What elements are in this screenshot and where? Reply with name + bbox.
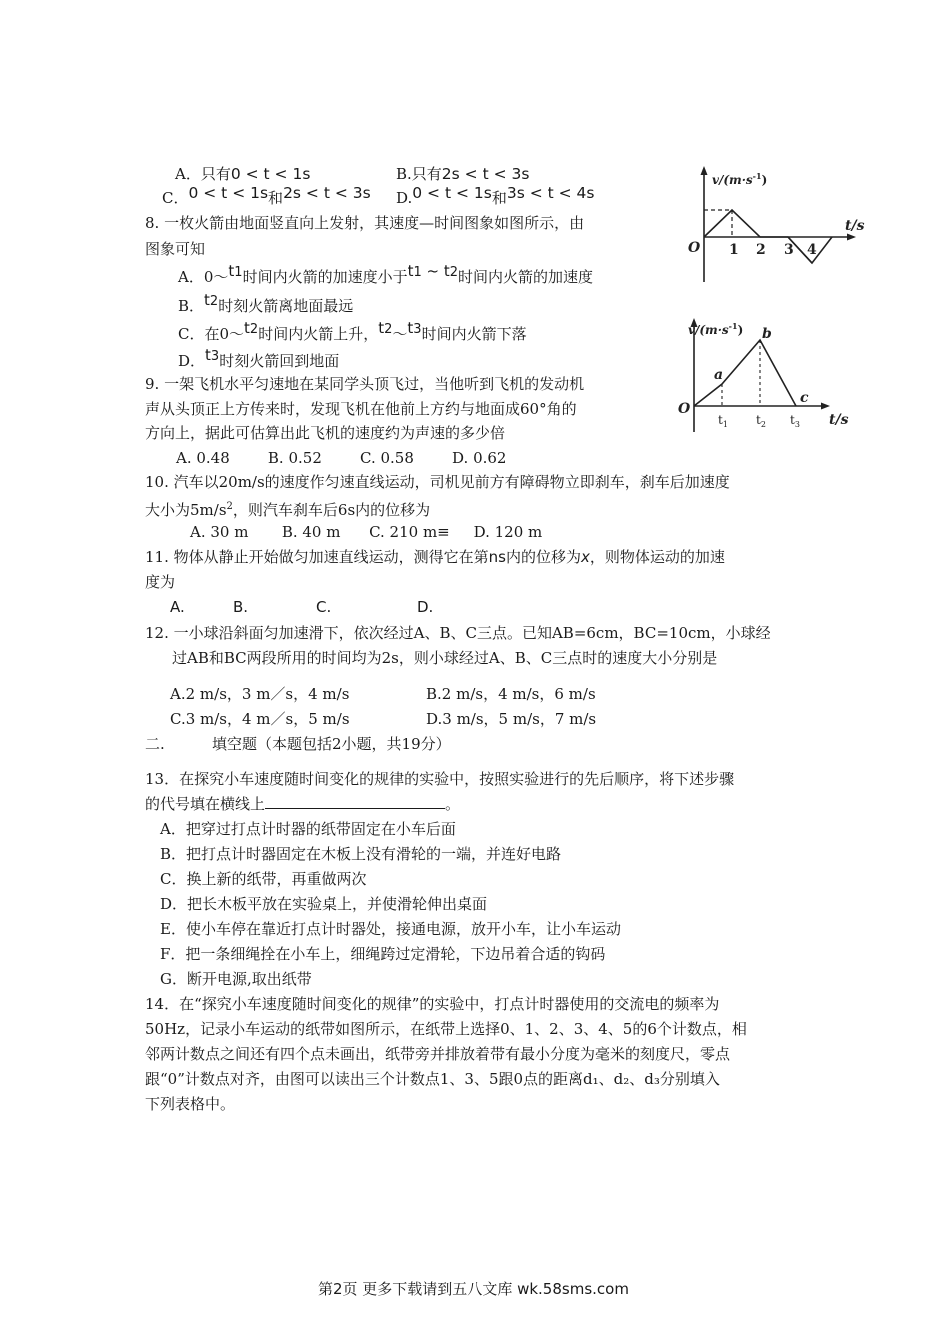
fig2-point-c-label: c: [800, 390, 809, 406]
q9-stem-line1: 9. 一架飞机水平匀速地在某同学头顶飞过，当他听到飞机的发动机: [145, 375, 585, 393]
q14-stem-line1: 14．在“探究小车速度随时间变化的规律”的实验中，打点计时器使用的交流电的频率为: [145, 995, 720, 1013]
q7-option-a: A．只有0 < t < 1s: [175, 165, 311, 183]
q7-velocity-time-graph: [682, 160, 882, 288]
fig2-tick-t3: $t_3$: [790, 413, 800, 429]
fig2-velocity-line: [694, 340, 796, 406]
q9-stem-line2: 声从头顶正上方传来时，发现飞机在他前上方约与地面成60°角的: [145, 400, 577, 418]
q13-stem-line2: 的代号填在横线上 。: [145, 795, 461, 813]
q8-option-c: C．在0～t2时间内火箭上升，t2～t3时间内火箭下落: [178, 319, 527, 343]
q7-option-c: C．0 < t < 1s和2s < t < 3s: [162, 184, 371, 207]
q11-option-c: C.: [316, 598, 332, 616]
q11-option-d: D.: [417, 598, 434, 616]
fig1-tick-2: 2: [756, 242, 766, 258]
fig2-x-label: t/s: [829, 412, 849, 428]
q14-stem-line2: 50Hz，记录小车运动的纸带如图所示，在纸带上选择0、1、2、3、4、5的6个计数点，相: [145, 1020, 747, 1038]
q14-stem-line3: 邻两计数点之间还有四个点未画出，纸带旁并排放着带有最小分度为毫米的刻度尺，零点: [145, 1045, 731, 1063]
fig1-y-arrow: [701, 166, 708, 175]
q13-step-a: A．把穿过打点计时器的纸带固定在小车后面: [160, 820, 456, 838]
fig1-tick-3: 3: [784, 242, 794, 258]
fig1-x-label: t/s: [845, 218, 865, 234]
q10-options: A. 30 m B. 40 m C. 210 m≡ D. 120 m: [190, 523, 543, 541]
q8-option-a: A．0～t1时间内火箭的加速度小于t1 ~ t2时间内火箭的加速度: [178, 262, 594, 286]
q11-option-b: B.: [233, 598, 249, 616]
q8-option-b: B．t2时刻火箭离地面最远: [178, 291, 354, 315]
q12-option-a: A.2 m/s，3 m／s，4 m/s: [170, 685, 350, 703]
q13-step-e: E．使小车停在靠近打点计时器处，接通电源，放开小车，让小车运动: [160, 920, 621, 938]
q12-stem-line1: 12. 一小球沿斜面匀加速滑下，依次经过A、B、C三点。已知AB=6cm，BC=10cm，小球经: [145, 624, 771, 642]
fig1-x-arrow: [847, 234, 856, 241]
section2-title: 填空题（本题包括2小题，共19分）: [212, 735, 451, 753]
fig2-point-b-label: b: [762, 326, 772, 342]
q11-stem-line1: 11. 物体从静止开始做匀加速直线运动，测得它在第ns内的位移为x，则物体运动的加速: [145, 548, 725, 566]
fig2-tick-t2: $t_2$: [756, 413, 766, 429]
q10-stem-line2: 大小为$5m/s^2$，则汽车刹车后6s内的位移为: [145, 501, 431, 519]
q11-stem-line2: 度为: [145, 573, 176, 591]
fig2-y-label: $v/(m\cdot s^{-1})$: [688, 321, 744, 337]
q8-velocity-time-graph: [676, 312, 876, 442]
q13-step-b: B．把打点计时器固定在木板上没有滑轮的一端，并连好电路: [160, 845, 562, 863]
q9-stem-line3: 方向上，据此可估算出此飞机的速度约为声速的多少倍: [145, 424, 506, 442]
q10-stem-line1: 10. 汽车以20m/s的速度作匀速直线运动，司机见前方有障碍物立即刹车，刹车后加速度: [145, 473, 730, 491]
q12-option-b: B.2 m/s，4 m/s，6 m/s: [426, 685, 596, 703]
q12-option-c: C.3 m/s，4 m／s，5 m/s: [170, 710, 350, 728]
q13-stem-line1: 13．在探究小车速度随时间变化的规律的实验中，按照实验进行的先后顺序，将下述步骤: [145, 770, 735, 788]
q14-stem-line5: 下列表格中。: [145, 1095, 236, 1113]
q8-stem-line1: 8. 一枚火箭由地面竖直向上发射，其速度—时间图象如图所示，由: [145, 214, 585, 232]
fig2-x-arrow: [821, 403, 830, 410]
q13-step-g: G．断开电源,取出纸带: [160, 970, 312, 988]
q11-option-a: A.: [170, 598, 185, 616]
q8-stem-line2: 图象可知: [145, 240, 206, 258]
q7-option-b: B.只有2s < t < 3s: [396, 165, 530, 183]
fig1-y-label: $v/(m\cdot s^{-1})$: [712, 171, 768, 187]
section2-number: 二.: [145, 735, 165, 753]
q13-step-c: C．换上新的纸带，再重做两次: [160, 870, 367, 888]
q12-stem-line2: 过AB和BC两段所用的时间均为2s，则小球经过A、B、C三点时的速度大小分别是: [172, 649, 718, 667]
fig2-tick-t1: $t_1$: [718, 413, 728, 429]
page-footer: 第2页 更多下载请到五八文库 wk.58sms.com: [318, 1280, 629, 1298]
fig1-tick-1: 1: [729, 242, 739, 258]
fig1-origin-label: O: [688, 240, 701, 256]
q7-option-d: D.0 < t < 1s和3s < t < 4s: [396, 184, 595, 207]
q9-options: A. 0.48 B. 0.52 C. 0.58 D. 0.62: [176, 449, 507, 467]
q13-step-f: F．把一条细绳拴在小车上，细绳跨过定滑轮，下边吊着合适的钩码: [160, 945, 606, 963]
fig1-tick-4: 4: [807, 242, 817, 258]
fig2-origin-label: O: [678, 401, 691, 417]
q13-step-d: D．把长木板平放在实验桌上，并使滑轮伸出桌面: [160, 895, 488, 913]
q14-stem-line4: 跟“0”计数点对齐，由图可以读出三个计数点1、3、5跟0点的距离d₁、d₂、d₃分别填入: [145, 1070, 720, 1088]
q12-option-d: D.3 m/s，5 m/s，7 m/s: [426, 710, 597, 728]
fig2-point-a-label: a: [714, 367, 724, 383]
q13-answer-blank[interactable]: [265, 794, 445, 809]
q8-option-d: D．t3时刻火箭回到地面: [178, 346, 340, 370]
